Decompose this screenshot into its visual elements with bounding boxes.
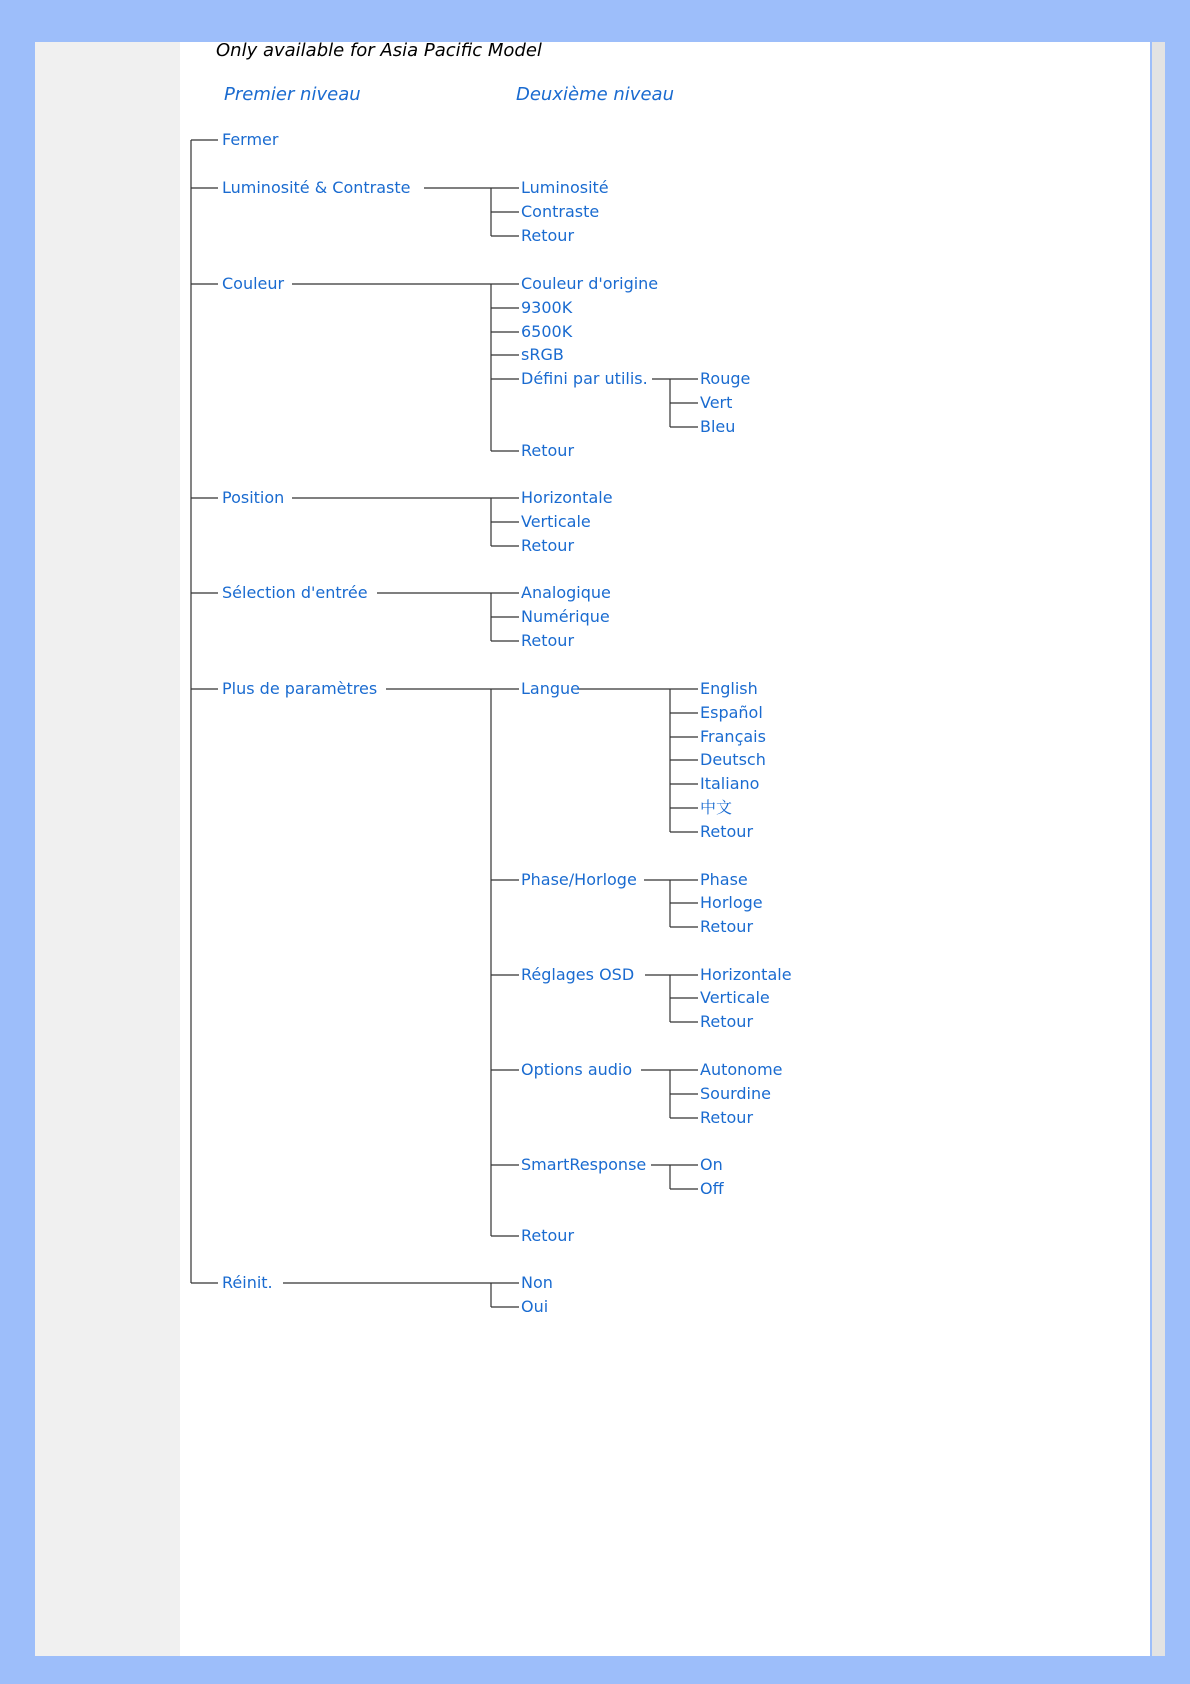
submenu-item: Options audio <box>521 1060 633 1079</box>
subsubmenu-item: Retour <box>700 822 754 841</box>
subsubmenu-item: Off <box>700 1179 724 1198</box>
submenu-item: 9300K <box>521 298 573 317</box>
submenu-item: Non <box>521 1273 553 1292</box>
level2-header: Deuxième niveau <box>516 84 674 105</box>
subsubmenu-item: Rouge <box>700 369 751 388</box>
subsubmenu-item: Retour <box>700 1012 754 1031</box>
submenu-item: Retour <box>521 1226 575 1245</box>
submenu-item: Couleur d'origine <box>521 274 659 293</box>
subsubmenu-item: Deutsch <box>700 750 766 769</box>
level1-header: Premier niveau <box>224 84 361 105</box>
submenu-item: Oui <box>521 1297 549 1316</box>
submenu-item: Retour <box>521 226 575 245</box>
submenu-item: Retour <box>521 631 575 650</box>
subsubmenu-item: Sourdine <box>700 1084 771 1103</box>
subsubmenu-item: Autonome <box>700 1060 783 1079</box>
menu-fermer: Fermer <box>222 130 279 149</box>
menu-position: Position <box>222 488 285 507</box>
subsubmenu-item: Vert <box>700 393 733 412</box>
subsubmenu-item: Français <box>700 727 766 746</box>
subsubmenu-item: Retour <box>700 1108 754 1127</box>
menu-luminosite: Luminosité & Contraste <box>222 178 411 197</box>
subsubmenu-item: Italiano <box>700 774 760 793</box>
menu-couleur: Couleur <box>222 274 285 293</box>
submenu-item: Contraste <box>521 202 600 221</box>
subsubmenu-item: Horloge <box>700 893 763 912</box>
subsubmenu-item: 中文 <box>700 798 733 817</box>
submenu-item: sRGB <box>521 345 564 364</box>
subsubmenu-item: Español <box>700 703 763 722</box>
submenu-item: Langue <box>521 679 580 698</box>
menu-plus: Plus de paramètres <box>222 679 378 698</box>
menu-selection: Sélection d'entrée <box>222 583 368 602</box>
submenu-item: 6500K <box>521 322 573 341</box>
submenu-item: Analogique <box>521 583 611 602</box>
submenu-item: Verticale <box>521 512 591 531</box>
submenu-item: SmartResponse <box>521 1155 647 1174</box>
submenu-item: Retour <box>521 441 575 460</box>
submenu-item: Horizontale <box>521 488 613 507</box>
submenu-item: Défini par utilis. <box>521 369 648 388</box>
submenu-item: Luminosité <box>521 178 609 197</box>
subsubmenu-item: Bleu <box>700 417 736 436</box>
subsubmenu-item: English <box>700 679 758 698</box>
submenu-item: Réglages OSD <box>521 965 635 984</box>
menu-reinit: Réinit. <box>222 1273 273 1292</box>
submenu-item: Phase/Horloge <box>521 870 637 889</box>
subsubmenu-item: Retour <box>700 917 754 936</box>
subsubmenu-item: Verticale <box>700 988 770 1007</box>
submenu-item: Numérique <box>521 607 610 626</box>
page-title: Only available for Asia Pacific Model <box>216 40 542 61</box>
submenu-item: Retour <box>521 536 575 555</box>
subsubmenu-item: Phase <box>700 870 748 889</box>
subsubmenu-item: Horizontale <box>700 965 792 984</box>
subsubmenu-item: On <box>700 1155 723 1174</box>
